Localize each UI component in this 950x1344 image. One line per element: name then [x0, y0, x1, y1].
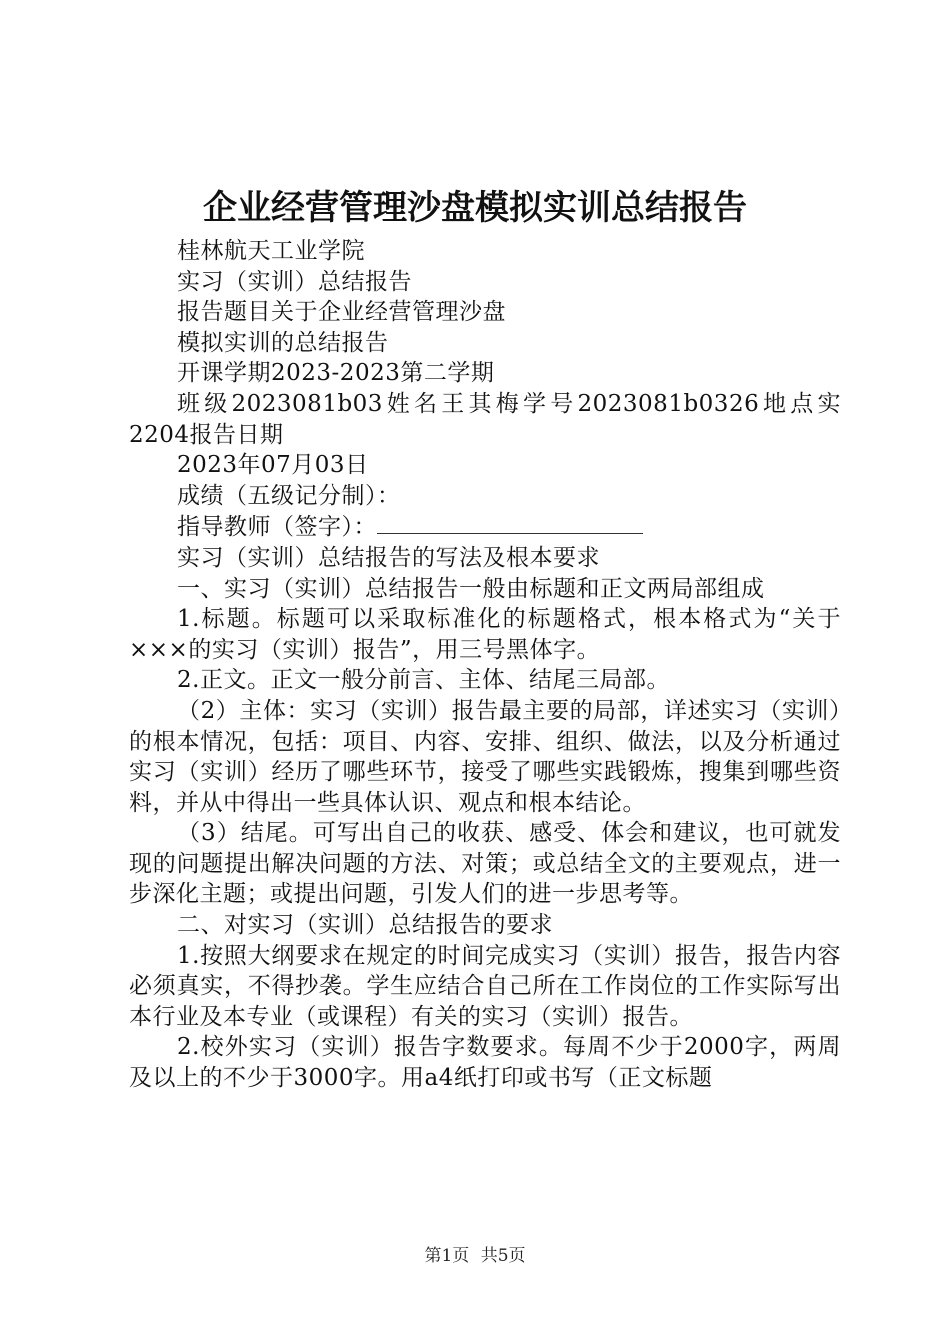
signature-line	[377, 511, 643, 534]
report-topic-line-1: 报告题目关于企业经营管理沙盘	[177, 299, 506, 326]
semester: 开课学期2023-2023第二学期	[177, 360, 495, 387]
grade-field: 成绩（五级记分制）：	[177, 482, 401, 509]
paragraph-body-rule: 2.正文。正文一般分前言、主体、结尾三局部。	[177, 667, 670, 694]
document-body	[129, 236, 841, 1094]
page-number: 第1页	[424, 1246, 470, 1266]
paragraph-ending: （3）结尾。可写出自己的收获、感受、体会和建议，也可就发现的问题提出解决问题的方法、对策；或总结全文的主要观点，进一步深化主题；或提出问题，引发人们的进一步思考等。	[129, 820, 841, 908]
report-date: 2023年07月03日	[177, 452, 369, 479]
teacher-signature	[129, 511, 841, 543]
document-title: 企业经营管理沙盘模拟实训总结报告	[203, 188, 747, 228]
class-info: 班级2023081b03姓名王其梅学号2023081b0326地点实2204报告日期	[129, 390, 841, 448]
section-heading: 实习（实训）总结报告的写法及根本要求	[177, 544, 600, 571]
paragraph-main-body: （2）主体：实习（实训）报告最主要的局部，详述实习（实训）的根本情况，包括：项目、内容、安排、组织、做法，以及分析通过实习（实训）经历了哪些环节，接受了哪些实践锻炼，搜集到哪些资料，并从中得出一些具体认识、观点和根本结论。	[129, 697, 841, 816]
teacher-signature-label: 指导教师（签字）：	[177, 514, 377, 541]
page-footer	[0, 1244, 950, 1268]
requirement-one: 1.按照大纲要求在规定的时间完成实习（实训）报告，报告内容必须真实，不得抄袭。学生应结合自己所在工作岗位的工作实际写出本行业及本专业（或课程）有关的实习（实训）报告。	[129, 942, 841, 1030]
page-total: 共5页	[480, 1246, 526, 1266]
section-two-heading: 二、对实习（实训）总结报告的要求	[177, 912, 553, 939]
requirement-two: 2.校外实习（实训）报告字数要求。每周不少于2000字，两周及以上的不少于3000字。用a4纸打印或书写（正文标题	[129, 1034, 841, 1092]
paragraph-title-rule: 1.标题。标题可以采取标准化的标题格式，根本格式为“关于×××的实习（实训）报告”，用三号黑体字。	[129, 606, 841, 663]
school-name: 桂林航天工业学院	[177, 238, 365, 264]
report-topic-line-2: 模拟实训的总结报告	[177, 329, 389, 356]
report-type: 实习（实训）总结报告	[177, 268, 412, 295]
section-one-heading: 一、实习（实训）总结报告一般由标题和正文两局部组成	[177, 575, 765, 602]
